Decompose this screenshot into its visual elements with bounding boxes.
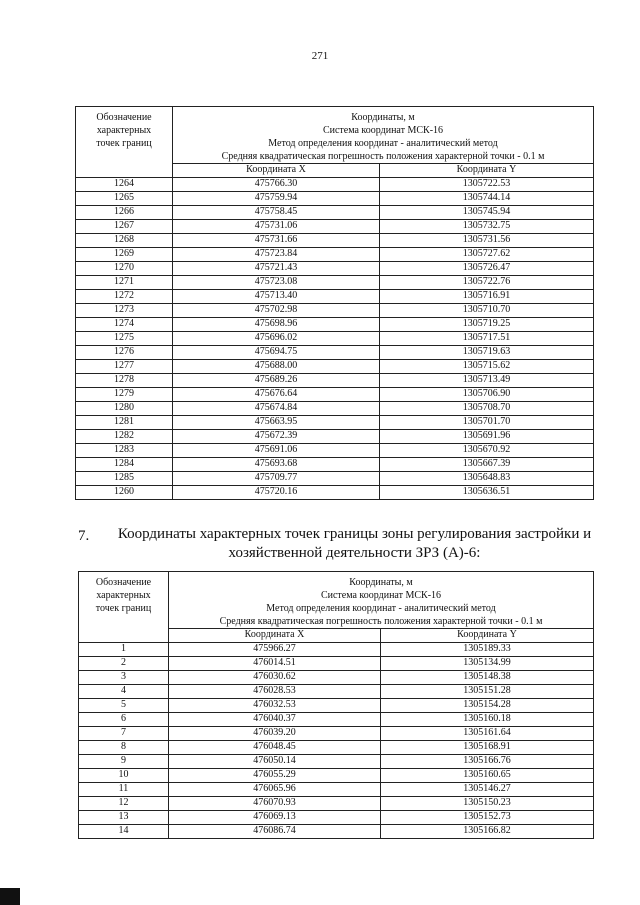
label-header-cell	[79, 572, 169, 643]
coordinate-x-cell: 475689.26	[173, 374, 380, 388]
coordinate-x-cell: 475696.02	[173, 332, 380, 346]
point-id-cell: 1281	[76, 416, 173, 430]
table-row	[76, 346, 594, 360]
point-id-cell: 13	[79, 811, 169, 825]
coordinates-header-cell	[169, 572, 594, 629]
coordinate-y-cell: 1305160.18	[381, 713, 594, 727]
coordinate-x-cell: 476086.74	[169, 825, 381, 839]
point-id-cell: 1273	[76, 304, 173, 318]
point-id-cell: 12	[79, 797, 169, 811]
table-row	[79, 769, 594, 783]
table-row	[79, 685, 594, 699]
point-id-cell: 6	[79, 713, 169, 727]
table-row	[76, 304, 594, 318]
coordinate-y-cell: 1305745.94	[380, 206, 594, 220]
coordinate-x-cell: 475693.68	[173, 458, 380, 472]
coordinate-x-cell: 475676.64	[173, 388, 380, 402]
coordinate-y-cell: 1305708.70	[380, 402, 594, 416]
coordinate-y-cell: 1305731.56	[380, 234, 594, 248]
coordinate-y-cell: 1305719.63	[380, 346, 594, 360]
point-id-cell: 1265	[76, 192, 173, 206]
coordinate-x-cell: 476050.14	[169, 755, 381, 769]
coordinates-header-line: Средняя квадратическая погрешность положения характерной точки - 0.1 м	[219, 616, 543, 627]
coordinate-x-cell: 475694.75	[173, 346, 380, 360]
coordinate-y-cell: 1305161.64	[381, 727, 594, 741]
point-id-cell: 7	[79, 727, 169, 741]
coordinate-y-cell: 1305189.33	[381, 643, 594, 657]
coordinate-y-cell: 1305134.99	[381, 657, 594, 671]
section-heading	[78, 525, 593, 563]
column-header-x: Координата X	[169, 629, 381, 643]
table-row	[76, 444, 594, 458]
coordinate-y-cell: 1305716.91	[380, 290, 594, 304]
coordinate-y-cell: 1305710.70	[380, 304, 594, 318]
coordinates-header-line: Средняя квадратическая погрешность положения характерной точки - 0.1 м	[221, 151, 545, 162]
coordinate-y-cell: 1305744.14	[380, 192, 594, 206]
point-id-cell: 1267	[76, 220, 173, 234]
table-row	[76, 248, 594, 262]
table-row	[79, 671, 594, 685]
coordinate-y-cell: 1305719.25	[380, 318, 594, 332]
coordinates-header-cell	[173, 107, 594, 164]
coordinate-y-cell: 1305732.75	[380, 220, 594, 234]
coordinates-header-line: Метод определения координат - аналитический метод	[268, 138, 498, 149]
coordinate-x-cell: 475698.96	[173, 318, 380, 332]
coordinate-x-cell: 475688.00	[173, 360, 380, 374]
coordinate-y-cell: 1305717.51	[380, 332, 594, 346]
coordinate-x-cell: 476070.93	[169, 797, 381, 811]
table-row	[76, 360, 594, 374]
label-header-cell	[76, 107, 173, 178]
table-row	[79, 825, 594, 839]
coordinate-y-cell: 1305168.91	[381, 741, 594, 755]
coordinate-x-cell: 475758.45	[173, 206, 380, 220]
table-header-row	[79, 572, 594, 629]
point-id-cell: 3	[79, 671, 169, 685]
coordinate-x-cell: 475731.06	[173, 220, 380, 234]
table-row	[79, 797, 594, 811]
coordinate-x-cell: 476014.51	[169, 657, 381, 671]
coordinates-header-line: Координаты, м	[349, 577, 413, 588]
scan-corner-mark	[0, 888, 20, 905]
table-body	[79, 643, 594, 839]
coordinate-y-cell: 1305715.62	[380, 360, 594, 374]
table-row	[79, 713, 594, 727]
table-row	[79, 755, 594, 769]
column-header-x: Координата X	[173, 164, 380, 178]
coordinate-x-cell: 475766.30	[173, 178, 380, 192]
coordinates-table-2	[78, 571, 594, 839]
point-id-cell: 1278	[76, 374, 173, 388]
coordinate-x-cell: 476032.53	[169, 699, 381, 713]
coordinate-x-cell: 475709.77	[173, 472, 380, 486]
point-id-cell: 1272	[76, 290, 173, 304]
point-id-cell: 10	[79, 769, 169, 783]
coordinate-y-cell: 1305160.65	[381, 769, 594, 783]
coordinate-y-cell: 1305706.90	[380, 388, 594, 402]
section-number: 7.	[78, 528, 90, 544]
coordinate-x-cell: 475723.84	[173, 248, 380, 262]
table-row	[76, 402, 594, 416]
point-id-cell: 1285	[76, 472, 173, 486]
coordinate-x-cell: 475731.66	[173, 234, 380, 248]
label-header-line: точек границ	[96, 138, 152, 149]
table-row	[76, 262, 594, 276]
point-id-cell: 1264	[76, 178, 173, 192]
table-row	[76, 374, 594, 388]
coordinate-y-cell: 1305146.27	[381, 783, 594, 797]
table-body	[76, 178, 594, 500]
point-id-cell: 11	[79, 783, 169, 797]
point-id-cell: 14	[79, 825, 169, 839]
point-id-cell: 1283	[76, 444, 173, 458]
coordinate-x-cell: 476028.53	[169, 685, 381, 699]
coordinate-y-cell: 1305166.76	[381, 755, 594, 769]
table-row	[76, 318, 594, 332]
table-row	[79, 699, 594, 713]
coordinate-x-cell: 475966.27	[169, 643, 381, 657]
table-header-row	[76, 107, 594, 164]
coordinate-y-cell: 1305727.62	[380, 248, 594, 262]
table-row	[76, 458, 594, 472]
table-row	[79, 741, 594, 755]
table-row	[79, 727, 594, 741]
point-id-cell: 1269	[76, 248, 173, 262]
table-row	[76, 388, 594, 402]
coordinate-x-cell: 475759.94	[173, 192, 380, 206]
point-id-cell: 1282	[76, 430, 173, 444]
column-header-y: Координата Y	[381, 629, 594, 643]
coordinate-y-cell: 1305648.83	[380, 472, 594, 486]
coordinate-x-cell: 475720.16	[173, 486, 380, 500]
coordinate-y-cell: 1305154.28	[381, 699, 594, 713]
coordinate-y-cell: 1305152.73	[381, 811, 594, 825]
coordinate-x-cell: 476039.20	[169, 727, 381, 741]
coordinate-y-cell: 1305691.96	[380, 430, 594, 444]
point-id-cell: 4	[79, 685, 169, 699]
point-id-cell: 9	[79, 755, 169, 769]
point-id-cell: 1268	[76, 234, 173, 248]
coordinate-x-cell: 476048.45	[169, 741, 381, 755]
table-row	[76, 276, 594, 290]
table-row	[76, 192, 594, 206]
coordinate-y-cell: 1305726.47	[380, 262, 594, 276]
table-row	[76, 416, 594, 430]
coordinate-x-cell: 476055.29	[169, 769, 381, 783]
coordinate-x-cell: 475713.40	[173, 290, 380, 304]
point-id-cell: 1274	[76, 318, 173, 332]
point-id-cell: 1	[79, 643, 169, 657]
point-id-cell: 1275	[76, 332, 173, 346]
point-id-cell: 1266	[76, 206, 173, 220]
coordinate-y-cell: 1305722.76	[380, 276, 594, 290]
table-row	[79, 657, 594, 671]
coordinate-x-cell: 476069.13	[169, 811, 381, 825]
label-header-line: характерных	[96, 125, 152, 136]
coordinate-y-cell: 1305636.51	[380, 486, 594, 500]
coordinate-x-cell: 475691.06	[173, 444, 380, 458]
coordinate-x-cell: 475674.84	[173, 402, 380, 416]
point-id-cell: 1271	[76, 276, 173, 290]
coordinate-y-cell: 1305150.23	[381, 797, 594, 811]
coordinates-header-line: Система координат МСК-16	[320, 590, 442, 601]
coordinate-x-cell: 475672.39	[173, 430, 380, 444]
coordinate-x-cell: 476040.37	[169, 713, 381, 727]
table-row	[76, 206, 594, 220]
coordinate-y-cell: 1305151.28	[381, 685, 594, 699]
coordinate-x-cell: 475702.98	[173, 304, 380, 318]
coordinate-y-cell: 1305713.49	[380, 374, 594, 388]
coordinate-x-cell: 475723.08	[173, 276, 380, 290]
point-id-cell: 1270	[76, 262, 173, 276]
table-row	[76, 234, 594, 248]
point-id-cell: 8	[79, 741, 169, 755]
coordinates-header-line: Метод определения координат - аналитический метод	[266, 603, 496, 614]
label-header-line: Обозначение	[95, 577, 152, 588]
table-row	[76, 290, 594, 304]
coordinate-x-cell: 475721.43	[173, 262, 380, 276]
coordinates-header-line: Координаты, м	[351, 112, 415, 123]
coordinate-y-cell: 1305166.82	[381, 825, 594, 839]
point-id-cell: 1280	[76, 402, 173, 416]
table-row	[76, 430, 594, 444]
point-id-cell: 1284	[76, 458, 173, 472]
coordinate-x-cell: 475663.95	[173, 416, 380, 430]
coordinate-y-cell: 1305667.39	[380, 458, 594, 472]
table-row	[76, 472, 594, 486]
label-header-line: характерных	[96, 590, 151, 601]
section-title: Координаты характерных точек границы зоны регулирования застройки и хозяйственной деятельности ЗРЗ (А)-6:	[117, 526, 592, 561]
point-id-cell: 1277	[76, 360, 173, 374]
table-row	[76, 220, 594, 234]
point-id-cell: 5	[79, 699, 169, 713]
coordinate-y-cell: 1305148.38	[381, 671, 594, 685]
label-header-line: Обозначение	[96, 112, 152, 123]
table-row	[76, 486, 594, 500]
coordinate-x-cell: 476065.96	[169, 783, 381, 797]
column-header-y: Координата Y	[380, 164, 594, 178]
point-id-cell: 1279	[76, 388, 173, 402]
point-id-cell: 2	[79, 657, 169, 671]
table-row	[76, 332, 594, 346]
coordinate-x-cell: 476030.62	[169, 671, 381, 685]
table-row	[79, 643, 594, 657]
coordinates-table-1	[75, 106, 594, 500]
coordinate-y-cell: 1305701.70	[380, 416, 594, 430]
table-row	[79, 783, 594, 797]
coordinate-y-cell: 1305722.53	[380, 178, 594, 192]
coordinate-y-cell: 1305670.92	[380, 444, 594, 458]
point-id-cell: 1276	[76, 346, 173, 360]
table-row	[76, 178, 594, 192]
coordinates-header-line: Система координат МСК-16	[322, 125, 444, 136]
point-id-cell: 1260	[76, 486, 173, 500]
label-header-line: точек границ	[95, 603, 152, 614]
table-row	[79, 811, 594, 825]
page-number: 271	[311, 50, 329, 62]
